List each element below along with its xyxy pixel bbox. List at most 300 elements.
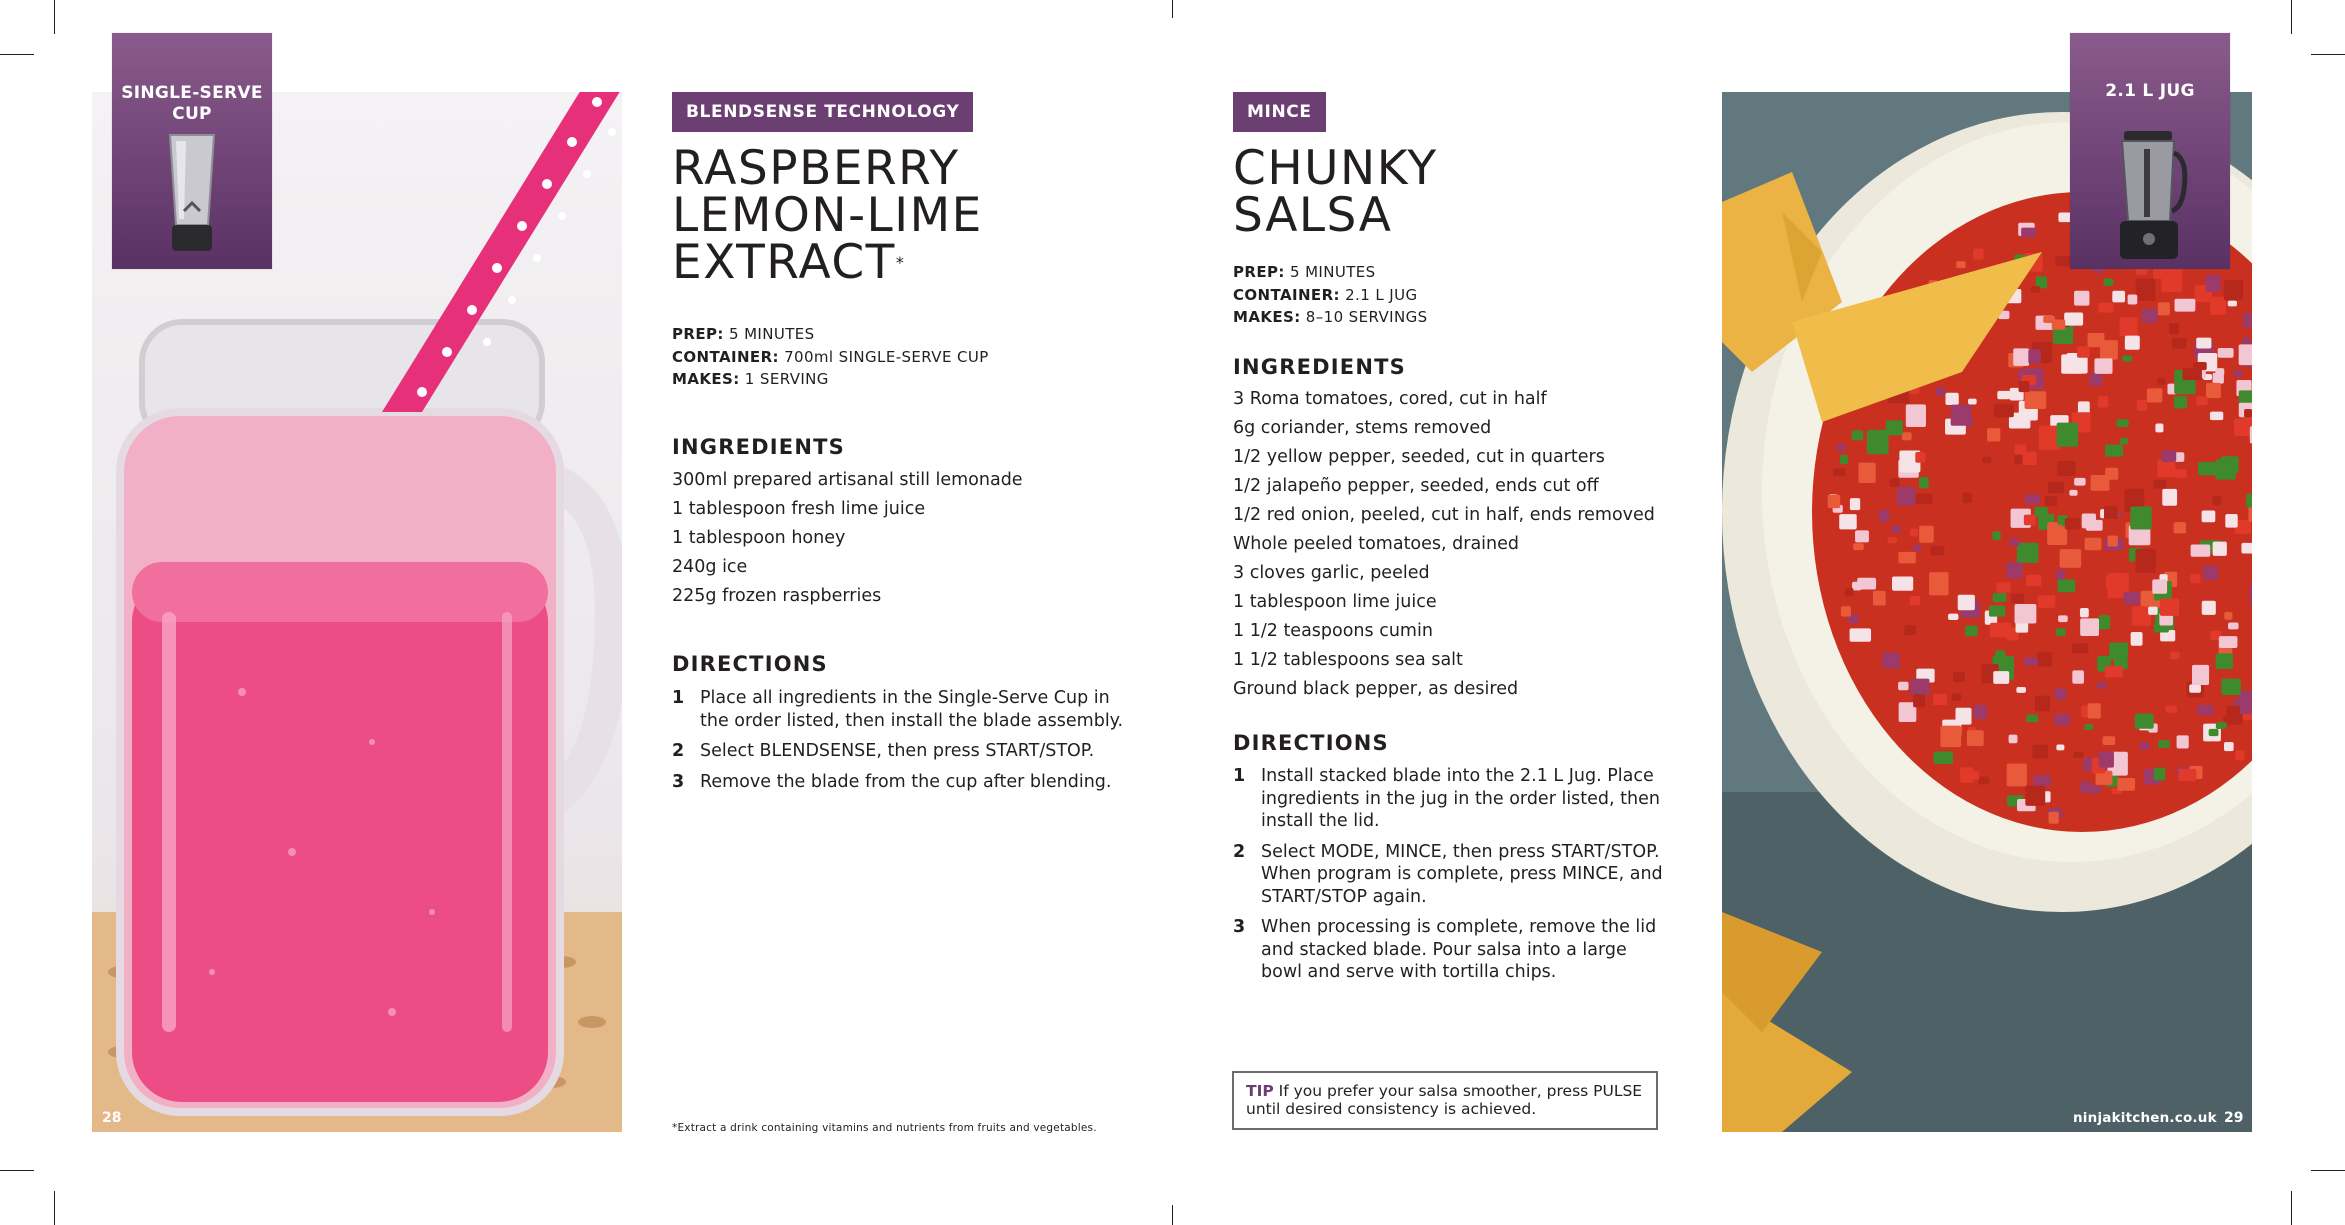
salsa-dice: [2162, 489, 2177, 506]
salsa-dice: [2244, 409, 2252, 418]
salsa-dice: [2024, 657, 2038, 665]
salsa-dice: [2024, 515, 2036, 526]
salsa-dice: [2148, 607, 2158, 615]
ingredient-item: [1233, 646, 1655, 675]
direction-step: [1233, 916, 1673, 984]
salsa-dice: [2135, 713, 2154, 728]
salsa-dice: [2166, 706, 2177, 713]
salsa-dice: [2219, 636, 2238, 648]
salsa-dice: [2142, 309, 2158, 323]
salsa-dice: [2105, 666, 2123, 677]
ingredient-item: 225g frozen raspberries: [672, 586, 882, 606]
salsa-dice: [1898, 682, 1908, 690]
salsa-dice: [1906, 404, 1926, 427]
salsa-dice: [1879, 510, 1889, 522]
salsa-dice: [1837, 444, 1846, 451]
salsa-dice: [2032, 745, 2048, 759]
salsa-dice: [1897, 487, 1916, 505]
ingredients-heading: INGREDIENTS: [1233, 355, 1406, 379]
category-tag: BLENDSENSE TECHNOLOGY: [672, 92, 973, 132]
crop-mark: [2291, 1191, 2292, 1225]
ingredient-item: [1233, 559, 1655, 588]
makes-label: MAKES:: [672, 370, 740, 388]
salsa-dice: [2011, 593, 2024, 603]
salsa-dice: [2190, 574, 2200, 583]
salsa-dice: [2169, 323, 2179, 334]
salsa-dice: [2120, 438, 2128, 444]
salsa-dice: [2137, 400, 2147, 411]
salsa-dice: [1945, 393, 1958, 405]
tip-text: If you prefer your salsa smoother, press PULSE until desired consistency is achieved.: [1246, 1082, 1643, 1118]
salsa-dice: [2120, 317, 2138, 336]
salsa-dice: [1997, 391, 2010, 399]
salsa-dice: [2198, 462, 2217, 475]
salsa-dice: [2241, 543, 2252, 554]
salsa-dice: [2009, 538, 2019, 545]
title-line: RASPBERRY: [672, 141, 960, 196]
salsa-dice: [2154, 768, 2165, 781]
salsa-dice: [2196, 338, 2211, 349]
salsa-dice: [2094, 358, 2112, 373]
salsa-dice: [2125, 336, 2140, 350]
step-number: 1: [1233, 766, 1246, 786]
title-line: CHUNKY: [1233, 141, 1438, 196]
ingredient-item: [1233, 443, 1655, 472]
makes-value: 1 SERVING: [744, 370, 829, 388]
ingredient-fraction: 1/2: [1233, 447, 1262, 467]
container-badge-single-serve: [112, 33, 272, 269]
directions-heading: DIRECTIONS: [672, 652, 828, 676]
salsa-dice: [2209, 729, 2219, 736]
title-line: LEMON-LIME: [672, 188, 983, 243]
salsa-dice: [2009, 735, 2018, 744]
salsa-dice: [2069, 490, 2077, 496]
salsa-dice: [1886, 420, 1903, 435]
salsa-dice: [2172, 338, 2186, 349]
salsa-dice: [2203, 566, 2218, 580]
salsa-dice: [2055, 688, 2066, 700]
salsa-dice: [1990, 623, 2011, 638]
salsa-dice: [2088, 703, 2101, 718]
salsa-dice: [1853, 543, 1864, 550]
salsa-dice: [2130, 506, 2151, 529]
title-line: SALSA: [1233, 188, 1393, 243]
salsa-dice: [2074, 478, 2085, 486]
salsa-dice: [1951, 405, 1972, 426]
salsa-dice: [1973, 248, 1984, 259]
salsa-dice: [2221, 679, 2240, 695]
salsa-dice: [2082, 514, 2096, 529]
salsa-dice: [1904, 625, 1916, 635]
step-text: Remove the blade from the cup after blending.: [700, 771, 1112, 792]
salsa-dice: [1963, 493, 1972, 504]
salsa-dice: [1850, 498, 1860, 510]
salsa-dice: [2080, 608, 2089, 617]
ingredient-item: [1233, 675, 1655, 704]
salsa-dice: [2078, 401, 2090, 413]
salsa-dice: [2233, 370, 2242, 376]
ingredient-fraction: 1/2: [1249, 650, 1278, 670]
salsa-dice: [1940, 726, 1961, 747]
ingredients-list: [1233, 385, 1655, 704]
step-text: When processing is complete, remove the lid and stacked blade. Pour salsa into a large bowl and serve with tortilla chips.: [1261, 917, 1657, 982]
salsa-dice: [1987, 428, 2000, 441]
salsa-dice: [1913, 545, 1921, 551]
salsa-dice: [1931, 546, 1945, 555]
ingredient-text: tablespoons sea salt: [1277, 650, 1463, 670]
salsa-dice: [2157, 378, 2165, 385]
salsa-dice: [2160, 599, 2179, 616]
salsa-dice: [2100, 340, 2118, 360]
salsa-dice: [2048, 482, 2065, 493]
ingredient-item: [1233, 414, 1655, 443]
salsa-dice: [2223, 715, 2236, 723]
salsa-dice: [1890, 479, 1900, 487]
crop-mark: [1172, 1205, 1173, 1225]
salsa-dice: [2174, 522, 2187, 533]
crop-mark: [2311, 54, 2345, 55]
salsa-dice: [1833, 468, 1845, 476]
salsa-dice: [2091, 785, 2101, 793]
salsa-dice: [2080, 618, 2099, 636]
category-tag: MINCE: [1233, 92, 1326, 132]
salsa-dice: [1873, 591, 1886, 606]
ingredient-text: 1 tablespoon lime juice: [1233, 592, 1437, 612]
salsa-dice: [2057, 461, 2075, 476]
ingredient-item: 1 tablespoon fresh lime juice: [672, 499, 926, 519]
salsa-dice: [2098, 396, 2109, 407]
salsa-dice: [2224, 280, 2243, 300]
salsa-dice: [2018, 381, 2029, 392]
salsa-dice: [2158, 302, 2170, 315]
salsa-dice: [2174, 396, 2187, 408]
step-text: Select MODE, MINCE, then press START/STOP. When program is complete, press MINCE, and START/STOP again.: [1261, 841, 1663, 907]
salsa-dice: [2026, 714, 2038, 722]
salsa-dice: [1852, 430, 1863, 440]
salsa-dice: [2161, 268, 2182, 293]
salsa-dice: [2057, 423, 2078, 447]
salsa-dice: [2216, 653, 2233, 669]
salsa-dice: [2147, 388, 2163, 402]
salsa-dice: [2235, 750, 2244, 760]
badge-label: SINGLE-SERVE CUP: [121, 83, 263, 124]
salsa-dice: [2228, 301, 2237, 307]
salsa-dice: [1965, 626, 1977, 637]
ingredient-text: jalapeño pepper, seeded, ends cut off: [1261, 476, 1599, 496]
salsa-dice: [2056, 628, 2066, 636]
salsa-dice: [2007, 764, 2027, 787]
salsa-dice: [1978, 776, 1989, 784]
salsa-dice: [2192, 665, 2209, 685]
salsa-dice: [2197, 705, 2213, 715]
title-line-text: EXTRACT: [672, 235, 896, 290]
badge-label: 2.1 L JUG: [2105, 81, 2195, 101]
ingredient-text: 3 Roma tomatoes, cored, cut in half: [1233, 389, 1547, 409]
salsa-dice: [2225, 514, 2237, 528]
salsa-dice: [1915, 452, 1925, 463]
footnote-mark: *: [895, 253, 904, 272]
salsa-dice: [2242, 338, 2251, 345]
step-number: 2: [672, 741, 685, 761]
title-line: [672, 235, 983, 290]
ingredient-item: 300ml prepared artisanal still lemonade: [672, 470, 1023, 490]
container-value: 700ml SINGLE-SERVE CUP: [784, 347, 989, 366]
salsa-dice: [1840, 455, 1848, 464]
salsa-dice: [2202, 601, 2216, 615]
salsa-dice: [2107, 535, 2117, 546]
salsa-dice: [1845, 588, 1854, 596]
salsa-dice: [2031, 286, 2040, 293]
directions-list: [1233, 765, 1673, 992]
footnote: *Extract a drink containing vitamins and nutrients from fruits and vegetables.: [672, 1122, 1097, 1134]
ingredient-item: [1233, 530, 1655, 559]
prep-value: 5 MINUTES: [728, 325, 815, 343]
prep-label: PREP:: [1233, 263, 1285, 281]
salsa-dice: [1910, 529, 1918, 537]
salsa-dice: [2038, 595, 2056, 607]
ingredient-item: 1 tablespoon honey: [672, 528, 846, 548]
ingredient-item: [1233, 385, 1655, 414]
ingredient-text: red onion, peeled, cut in half, ends removed: [1261, 505, 1655, 525]
salsa-dice: [2058, 615, 2068, 622]
salsa-dice: [2072, 670, 2084, 683]
salsa-dice: [1839, 514, 1856, 529]
container-label: CONTAINER:: [672, 347, 779, 366]
salsa-dice: [2250, 585, 2252, 605]
salsa-dice: [1968, 399, 1977, 405]
salsa-dice: [1888, 537, 1897, 543]
salsa-dice: [2128, 294, 2138, 304]
salsa-dice: [1919, 526, 1934, 543]
salsa-dice: [2025, 786, 2045, 806]
salsa-dice: [2080, 782, 2092, 793]
salsa-dice: [1919, 477, 1929, 488]
salsa-dice: [1982, 457, 1991, 463]
ingredient-text: Whole peeled tomatoes, drained: [1233, 534, 1520, 554]
container-label: CONTAINER:: [1233, 285, 1340, 304]
ingredient-text: 6g coriander, stems removed: [1233, 418, 1492, 438]
salsa-dice: [2085, 538, 2102, 550]
salsa-dice: [2084, 724, 2093, 730]
salsa-dice: [1948, 614, 1958, 620]
salsa-dice: [2065, 518, 2080, 530]
salsa-dice: [2250, 426, 2252, 443]
salsa-dice: [2072, 643, 2088, 653]
salsa-dice: [2177, 735, 2189, 748]
salsa-dice: [2056, 744, 2064, 750]
salsa-dice: [1967, 730, 1984, 746]
direction-step: [672, 687, 1142, 732]
salsa-dice: [2224, 742, 2234, 751]
salsa-dice: [2090, 373, 2103, 386]
crop-mark: [54, 1191, 55, 1225]
salsa-dice: [2104, 278, 2114, 285]
salsa-dice: [1958, 595, 1975, 611]
crop-mark: [0, 1170, 34, 1171]
salsa-dice: [2060, 549, 2082, 568]
recipe-meta: [672, 323, 989, 391]
salsa-dice: [2140, 742, 2150, 750]
page-number: 29: [2224, 1110, 2244, 1126]
direction-step: [672, 740, 1142, 763]
salsa-dice: [2056, 570, 2065, 580]
salsa-dice: [1902, 432, 1912, 440]
direction-step: [672, 771, 1142, 794]
direction-step: [1233, 841, 1673, 909]
crop-mark: [1172, 0, 1173, 18]
salsa-dice: [1898, 552, 1915, 563]
salsa-dice: [2170, 652, 2180, 660]
single-serve-cup-icon: [162, 133, 222, 255]
website: ninjakitchen.co.uk: [2073, 1110, 2217, 1126]
salsa-dice: [2016, 687, 2026, 693]
salsa-dice: [1936, 387, 1946, 395]
salsa-dice: [2049, 812, 2059, 824]
salsa-dice: [1858, 463, 1875, 483]
salsa-dice: [2234, 419, 2252, 436]
salsa-dice: [2117, 778, 2135, 791]
ingredient-text: 3 cloves garlic, peeled: [1233, 563, 1430, 583]
salsa-dice: [2183, 368, 2202, 380]
ingredient-item: 240g ice: [672, 557, 748, 577]
salsa-dice: [2136, 549, 2156, 573]
salsa-dice: [2158, 740, 2170, 748]
step-text: Place all ingredients in the Single-Serve Cup in the order listed, then install the blade assembly.: [700, 688, 1124, 731]
salsa-dice: [2006, 562, 2022, 578]
container-value: 2.1 L JUG: [1345, 285, 1418, 304]
salsa-dice: [2210, 412, 2223, 420]
salsa-dice: [2017, 543, 2039, 563]
ingredient-text: teaspoons cumin: [1277, 621, 1433, 641]
ingredient-text: Ground black pepper, as desired: [1233, 679, 1519, 699]
ingredient-prefix: 1: [1233, 621, 1250, 641]
step-number: 3: [672, 771, 685, 792]
salsa-dice: [2064, 312, 2083, 325]
salsa-dice: [1867, 430, 1889, 454]
salsa-dice: [1850, 628, 1871, 641]
salsa-dice: [2240, 691, 2252, 714]
salsa-dice: [2131, 632, 2143, 646]
ingredient-fraction: 1/2: [1249, 621, 1278, 641]
page-number: 28: [102, 1110, 122, 1126]
crop-mark: [54, 0, 55, 34]
salsa-dice: [1994, 404, 2014, 417]
salsa-dice: [2213, 542, 2227, 556]
salsa-dice: [2206, 275, 2221, 292]
salsa-dice: [2074, 752, 2084, 758]
directions-list: [672, 687, 1142, 801]
salsa-dice: [2103, 736, 2116, 745]
salsa-dice: [1993, 593, 2007, 602]
makes-label: MAKES:: [1233, 308, 1301, 326]
salsa-dice: [2155, 423, 2163, 432]
salsa-dice: [2023, 452, 2037, 465]
salsa-dice: [2034, 775, 2051, 786]
salsa-dice: [2098, 615, 2110, 629]
salsa-dice: [2035, 696, 2050, 712]
ingredient-item: [1233, 501, 1655, 530]
salsa-dice: [2058, 580, 2076, 593]
direction-step: [1233, 765, 1673, 833]
salsa-dice: [2135, 612, 2148, 621]
ingredient-prefix: 1: [1233, 650, 1250, 670]
blender-jug-icon: [2110, 129, 2190, 261]
salsa-dice: [2228, 623, 2239, 630]
salsa-dice: [1913, 694, 1925, 708]
salsa-dice: [1929, 572, 1948, 595]
salsa-dice: [2077, 346, 2090, 357]
salsa-dice: [1933, 694, 1947, 705]
salsa-dice: [2117, 419, 2129, 427]
salsa-dice: [2202, 511, 2216, 523]
salsa-dice: [2152, 579, 2167, 593]
salsa-dice: [2097, 682, 2107, 688]
ingredient-fraction: 1/2: [1233, 476, 1262, 496]
salsa-dice: [1993, 531, 2001, 540]
salsa-dice: [1953, 672, 1965, 682]
step-text: Install stacked blade into the 2.1 L Jug. Place ingredients in the jug in the order listed, then install the lid.: [1261, 766, 1660, 831]
salsa-dice: [2218, 348, 2234, 358]
salsa-dice: [2161, 450, 2176, 462]
salsa-dice: [2224, 612, 2232, 620]
salsa-dice: [2189, 684, 2201, 692]
salsa-dice: [2136, 279, 2156, 301]
ingredient-fraction: 1/2: [1233, 505, 1262, 525]
salsa-dice: [1952, 694, 1961, 701]
salsa-dice: [2239, 344, 2252, 365]
step-text: Select BLENDSENSE, then press START/STOP.: [700, 741, 1095, 761]
salsa-dice: [2054, 525, 2062, 532]
salsa-dice: [2015, 604, 2037, 624]
salsa-dice: [2074, 291, 2089, 306]
crop-mark: [2311, 1170, 2345, 1171]
salsa-dice: [1910, 596, 1920, 606]
salsa-dice: [2157, 459, 2175, 477]
salsa-dice: [2215, 368, 2224, 376]
salsa-dice: [2014, 455, 2023, 465]
salsa-dice: [2021, 228, 2036, 238]
recipe-title: [672, 141, 983, 290]
prep-value: 5 MINUTES: [1289, 263, 1376, 281]
salsa-dice: [1841, 606, 1851, 616]
container-badge-jug: [2070, 33, 2230, 269]
salsa-dice: [2210, 297, 2226, 315]
salsa-dice: [2109, 642, 2128, 659]
salsa-dice: [2216, 722, 2227, 729]
salsa-dice: [1993, 671, 2009, 684]
salsa-dice: [2025, 494, 2039, 504]
salsa-dice: [2196, 396, 2207, 405]
salsa-dice: [1969, 771, 1979, 780]
salsa-dice: [2105, 468, 2118, 480]
salsa-dice: [2025, 391, 2047, 409]
ingredient-text: yellow pepper, seeded, cut in quarters: [1261, 447, 1605, 467]
ingredient-item: [1233, 472, 1655, 501]
ingredients-list: [672, 466, 1023, 611]
recipe-title: [1233, 141, 1438, 243]
salsa-dice: [2122, 355, 2132, 361]
salsa-dice: [1915, 494, 1932, 505]
salsa-dice: [1891, 526, 1901, 533]
salsa-dice: [1989, 605, 2005, 616]
salsa-dice: [1828, 495, 1841, 508]
salsa-dice: [2099, 751, 2114, 767]
step-number: 2: [1233, 841, 1246, 862]
salsa-dice: [2153, 480, 2166, 488]
salsa-dice: [2052, 319, 2065, 329]
salsa-dice: [2026, 575, 2041, 586]
salsa-dice: [2037, 652, 2052, 666]
